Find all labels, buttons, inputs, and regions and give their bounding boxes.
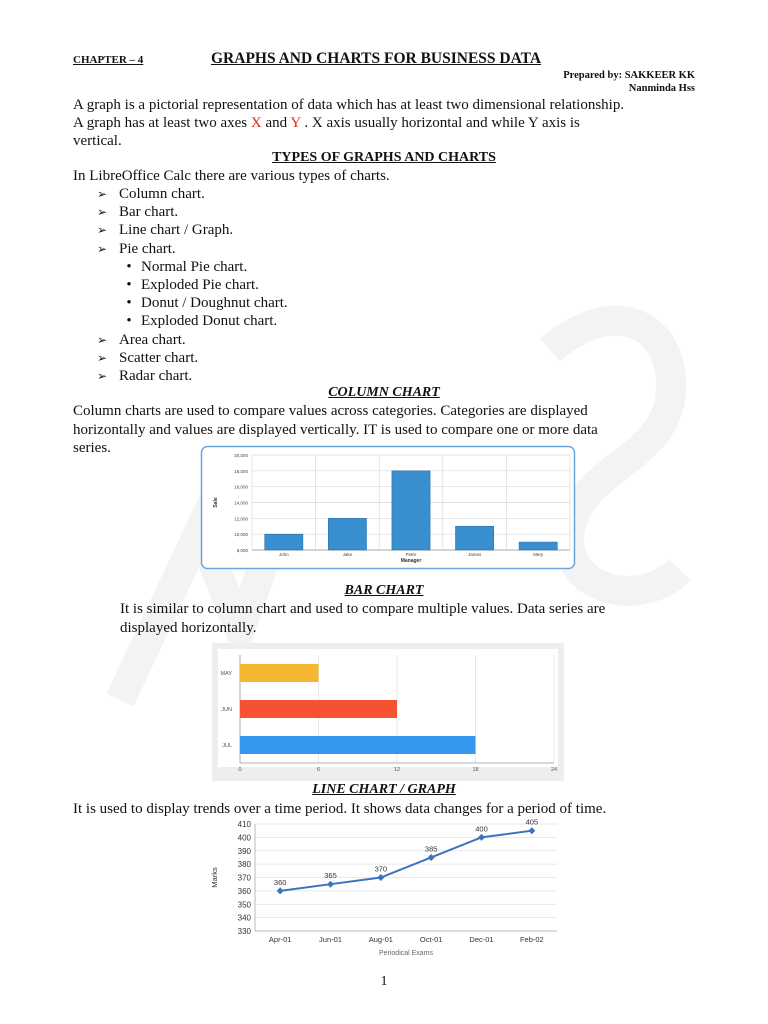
x-tick-label: 6 [316,767,321,773]
arrow-bullet-icon: ➢ [97,205,108,220]
x-tick-label: Oct-01 [419,935,443,944]
y-tick-label: JUN [221,707,232,713]
y-tick-label: 370 [237,873,251,883]
x-tick-label: Jake [342,552,353,557]
intro-text: and [261,115,291,131]
page-number: 1 [380,974,388,989]
data-label: 365 [324,871,337,881]
y-tick-label: 8,000 [236,548,248,553]
intro-text: . X axis usually horizontal and while Y axis is [300,115,580,131]
list-item-label: Bar chart. [119,204,179,221]
dot-bullet-icon: • [126,276,132,293]
y-tick-label: 380 [237,860,251,870]
list-item-label: Area chart. [119,331,186,348]
column-bar [392,471,430,550]
types-heading: TYPES OF GRAPHS AND CHARTS [272,150,496,165]
chart-type-item [97,240,288,258]
y-tick-label: 350 [237,900,251,910]
line-desc-1: It is used to display trends over a time period. It shows data changes for a period of time. [73,801,607,817]
data-point-marker [327,881,334,888]
x-tick-label: 0 [238,767,242,773]
line-chart [205,818,565,960]
data-point-marker [277,887,284,894]
data-point-marker [377,874,384,881]
column-bar [519,542,557,550]
column-bar [265,534,303,550]
document-title: GRAPHS AND CHARTS FOR BUSINESS DATA [211,50,542,67]
y-tick-label: MAY [220,671,232,677]
arrow-bullet-icon: ➢ [97,350,108,365]
chart-subtype-item [97,276,288,294]
x-axis-label: X [250,115,262,131]
x-tick-label: 24 [550,767,558,773]
x-axis-title: Manager [400,558,422,564]
list-item-label: Line chart / Graph. [119,222,234,239]
horizontal-bar [240,700,397,718]
list-item-label: Pie chart. [119,240,176,257]
chapter-label: CHAPTER – 4 [73,54,144,66]
arrow-bullet-icon: ➢ [97,187,108,201]
chart-type-item [97,185,288,203]
column-bar [456,526,494,550]
y-tick-label: 12,000 [234,516,248,522]
arrow-bullet-icon: ➢ [97,241,108,256]
intro-line-1: A graph is a pictorial representation of data which has at least two dimensional relationship. [73,97,625,113]
types-lead: In LibreOffice Calc there are various types of charts. [73,168,390,184]
school-name: Nanminda Hss [628,83,695,94]
data-point-marker [428,854,435,861]
series-line [280,831,532,891]
x-tick-label: James [467,552,482,557]
chart-type-item [97,331,288,349]
chart-type-item [97,203,288,221]
data-point-marker [478,834,485,841]
prepared-by: Prepared by: SAKKEER KK [563,70,695,81]
data-label: 405 [525,818,539,827]
x-axis-title: Periodical Exams [378,950,434,957]
y-tick-label: 10,000 [234,532,248,538]
column-chart [200,445,576,570]
chart-type-item [97,349,288,367]
list-item-label: Exploded Donut chart. [141,313,278,330]
chart-subtype-item [97,258,288,276]
line-chart-heading: LINE CHART / GRAPH [312,782,456,797]
x-tick-label: Apr-01 [268,935,292,944]
horizontal-bar [240,736,476,754]
data-point-marker [528,827,535,834]
chart-subtype-item [97,312,288,330]
dot-bullet-icon: • [126,313,132,330]
y-tick-label: 20,000 [234,453,248,458]
y-tick-label: 360 [237,886,251,896]
horizontal-bar [240,664,319,682]
bar-desc-1: It is similar to column chart and used to compare multiple values. Data series are [120,601,606,617]
x-tick-label: Mary [533,552,544,557]
x-tick-label: Peter [405,552,417,557]
dot-bullet-icon: • [126,295,132,312]
bar-chart [212,643,564,781]
chart-types-list [97,185,288,385]
list-item-label: Donut / Doughnut chart. [141,295,288,312]
chart-type-item [97,367,288,385]
y-tick-label: 410 [237,820,251,829]
data-label: 400 [475,824,488,834]
x-tick-label: Feb-02 [519,935,544,944]
chart-type-item [97,221,288,239]
y-tick-label: JUL [222,743,232,749]
page-header [73,52,695,92]
y-axis-label: Y [290,115,301,131]
arrow-bullet-icon: ➢ [97,368,108,383]
x-tick-label: 12 [393,767,401,773]
column-desc-1: Column charts are used to compare values across categories. Categories are displayed [73,403,588,419]
bar-chart-heading: BAR CHART [344,583,424,598]
dot-bullet-icon: • [126,258,132,275]
y-tick-label: 400 [237,833,251,843]
list-item-label: Column chart. [119,186,205,202]
x-tick-label: 18 [472,767,479,773]
list-item-label: Exploded Pie chart. [141,276,259,293]
author-block [563,69,695,95]
x-tick-label: Dec-01 [469,935,494,944]
y-axis-title: Sale [213,497,219,508]
arrow-bullet-icon: ➢ [97,223,108,238]
data-label: 360 [273,877,287,887]
list-item-label: Scatter chart. [119,349,199,366]
intro-text: A graph has at least two axes [73,115,251,131]
intro-line-3: vertical. [73,133,122,149]
x-tick-label: John [278,552,289,557]
list-item-label: Radar chart. [119,367,193,384]
data-label: 370 [374,864,388,874]
intro-line-2 [73,114,580,132]
arrow-bullet-icon: ➢ [97,332,108,347]
y-tick-label: 390 [237,846,251,856]
y-tick-label: 16,000 [234,484,248,490]
data-label: 385 [424,844,438,854]
y-axis-title: Marks [210,867,219,888]
chart-subtype-item [97,294,288,312]
y-tick-label: 18,000 [234,468,248,474]
bar-desc-2: displayed horizontally. [120,620,257,636]
column-desc-3: series. [73,440,111,456]
x-tick-label: Jun-01 [319,935,342,944]
y-tick-label: 340 [237,913,251,923]
column-bar [328,518,366,550]
column-chart-heading: COLUMN CHART [328,385,440,400]
list-item-label: Normal Pie chart. [141,258,248,275]
x-tick-label: Aug-01 [368,935,393,944]
y-tick-label: 330 [237,927,251,936]
y-tick-label: 14,000 [234,500,248,506]
column-desc-2: horizontally and values are displayed vertically. IT is used to compare one or more data [73,422,598,438]
